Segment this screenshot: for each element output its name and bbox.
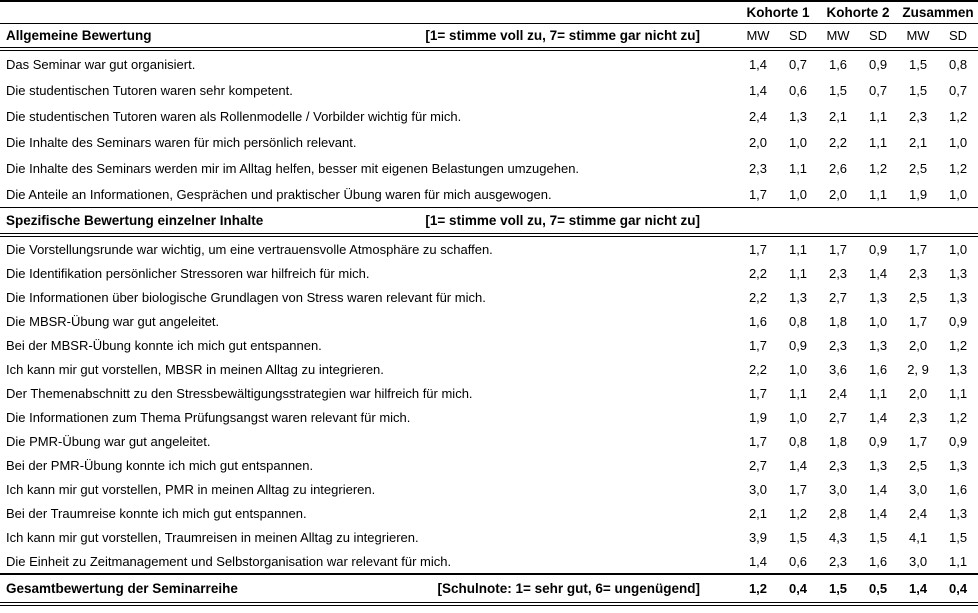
row-value: 2,4 [748, 108, 768, 124]
row-statement: Die Identifikation persönlicher Stressoren war hilfreich für mich. [6, 265, 370, 281]
row-value: 2,1 [748, 505, 768, 521]
row-value: 1,6 [868, 361, 888, 377]
row-value: 1,2 [868, 160, 888, 176]
row-value: 2,0 [748, 134, 768, 150]
row-value: 1,4 [868, 481, 888, 497]
row-value: 2,1 [828, 108, 848, 124]
table-row [0, 261, 978, 285]
row-statement: Das Seminar war gut organisiert. [6, 56, 196, 72]
row-value: 1,7 [908, 433, 928, 449]
row-statement: Die Vorstellungsrunde war wichtig, um eine vertrauensvolle Atmosphäre zu schaffen. [6, 241, 493, 257]
row-statement: Die Inhalte des Seminars werden mir im Alltag helfen, besser mit eigenen Belastungen umzugehen. [6, 160, 580, 176]
overall-rating-title: Gesamtbewertung der Seminarreihe [6, 581, 238, 596]
row-value: 1,4 [868, 265, 888, 281]
row-value: 2,3 [828, 265, 848, 281]
row-value: 0,9 [868, 241, 888, 257]
row-value: 2,0 [908, 337, 928, 353]
subheader-sd-1: SD [778, 24, 818, 50]
row-value: 2,4 [908, 505, 928, 521]
row-value: 1,0 [788, 134, 808, 150]
section-2-header-empty-cells [738, 208, 978, 236]
row-value: 1,7 [828, 241, 848, 257]
row-value: 2,2 [748, 289, 768, 305]
row-value: 3,0 [828, 481, 848, 497]
table-row [0, 501, 978, 525]
overall-sd-kohorte-1: 0,4 [778, 574, 818, 604]
row-value: 2,5 [908, 160, 928, 176]
column-group-row [0, 1, 978, 24]
row-value: 2,4 [828, 385, 848, 401]
table-row [0, 453, 978, 477]
row-value: 0,7 [788, 56, 808, 72]
column-group-spacer [0, 1, 738, 24]
row-value: 3,0 [908, 481, 928, 497]
row-value: 1,1 [788, 265, 808, 281]
row-statement: Die Informationen über biologische Grundlagen von Stress waren relevant für mich. [6, 289, 486, 305]
row-value: 2,5 [908, 289, 928, 305]
column-group-kohorte-2: Kohorte 2 [818, 1, 898, 24]
table-row [0, 155, 978, 181]
row-statement: Die Anteile an Informationen, Gesprächen und praktischer Übung waren für mich ausgewogen. [0, 181, 738, 208]
row-value: 3,9 [748, 529, 768, 545]
row-value: 2,0 [818, 181, 858, 208]
row-value: 1,3 [788, 289, 808, 305]
row-value: 1,3 [868, 457, 888, 473]
row-value: 2,3 [908, 409, 928, 425]
row-value: 0,7 [948, 82, 968, 98]
row-value: 1,3 [948, 457, 968, 473]
row-value: 0,9 [868, 56, 888, 72]
row-value: 2,7 [828, 409, 848, 425]
row-value: 1,1 [858, 181, 898, 208]
column-group-zusammen: Zusammen [898, 1, 978, 24]
subheader-row [0, 24, 978, 50]
row-statement: Ich kann mir gut vorstellen, Traumreisen in meinen Alltag zu integrieren. [6, 529, 419, 545]
row-value: 1,2 [948, 409, 968, 425]
row-value: 0,9 [868, 433, 888, 449]
row-value: 1,3 [948, 265, 968, 281]
row-value: 1,3 [788, 108, 808, 124]
row-value: 1,7 [738, 181, 778, 208]
row-value: 1,7 [908, 313, 928, 329]
row-value: 1,1 [948, 385, 968, 401]
row-value: 1,5 [868, 529, 888, 545]
row-value: 1,5 [828, 82, 848, 98]
overall-rating-scale-note: [Schulnote: 1= sehr gut, 6= ungenügend] [437, 581, 700, 596]
row-value: 2,3 [908, 265, 928, 281]
table-row [0, 525, 978, 549]
row-value: 1,4 [748, 56, 768, 72]
row-statement: Die PMR-Übung war gut angeleitet. [6, 433, 211, 449]
row-statement: Die studentischen Tutoren waren als Rollenmodelle / Vorbilder wichtig für mich. [6, 108, 462, 124]
row-value: 1,1 [868, 134, 888, 150]
row-value: 0,8 [788, 433, 808, 449]
subheader-mw-2: MW [818, 24, 858, 50]
row-value: 1,2 [948, 337, 968, 353]
section-2-scale-note: [1= stimme voll zu, 7= stimme gar nicht zu] [425, 213, 700, 228]
row-value: 1,8 [828, 313, 848, 329]
row-value: 0,9 [948, 433, 968, 449]
section-1-scale-note: [1= stimme voll zu, 7= stimme gar nicht zu] [425, 28, 700, 43]
row-value: 1,0 [948, 241, 968, 257]
row-value: 1,9 [748, 409, 768, 425]
row-value: 2,2 [748, 265, 768, 281]
row-value: 2,6 [828, 160, 848, 176]
row-value: 2,3 [818, 549, 858, 574]
row-value: 1,3 [868, 337, 888, 353]
subheader-mw-3: MW [898, 24, 938, 50]
row-value: 1,7 [908, 241, 928, 257]
subheader-sd-2: SD [858, 24, 898, 50]
row-value: 1,5 [908, 82, 928, 98]
row-value: 1,4 [748, 82, 768, 98]
table-row [0, 333, 978, 357]
row-value: 3,6 [828, 361, 848, 377]
table-row [0, 357, 978, 381]
row-value: 1,0 [788, 409, 808, 425]
row-value: 1,1 [788, 385, 808, 401]
row-value: 1,3 [948, 361, 968, 377]
section-2-header [0, 208, 738, 236]
row-statement: Die Einheit zu Zeitmanagement und Selbstorganisation war relevant für mich. [0, 549, 738, 574]
overall-mw-kohorte-2: 1,5 [818, 574, 858, 604]
row-value: 1,4 [788, 457, 808, 473]
table-row [0, 235, 978, 261]
row-value: 2, 9 [907, 361, 929, 377]
subheader-sd-3: SD [938, 24, 978, 50]
subheader-mw-1: MW [738, 24, 778, 50]
row-statement: Die MBSR-Übung war gut angeleitet. [6, 313, 220, 329]
table-row [0, 477, 978, 501]
table-row [0, 77, 978, 103]
row-value: 2,3 [828, 337, 848, 353]
row-value: 1,2 [948, 108, 968, 124]
row-statement: Die studentischen Tutoren waren sehr kompetent. [6, 82, 293, 98]
row-value: 2,3 [828, 457, 848, 473]
row-value: 1,1 [788, 160, 808, 176]
overall-rating-header [0, 574, 738, 604]
row-value: 0,8 [948, 56, 968, 72]
table-row [0, 129, 978, 155]
table-row [0, 381, 978, 405]
row-statement: Bei der Traumreise konnte ich mich gut entspannen. [6, 505, 307, 521]
row-value: 1,3 [868, 289, 888, 305]
row-value: 0,9 [948, 313, 968, 329]
table-row [0, 181, 978, 208]
table-row [0, 549, 978, 574]
row-value: 1,1 [788, 241, 808, 257]
row-value: 1,5 [908, 56, 928, 72]
row-value: 1,6 [858, 549, 898, 574]
row-value: 2,2 [748, 361, 768, 377]
row-statement: Bei der MBSR-Übung konnte ich mich gut entspannen. [6, 337, 322, 353]
row-value: 2,5 [908, 457, 928, 473]
row-value: 1,2 [788, 505, 808, 521]
row-value: 4,3 [828, 529, 848, 545]
row-value: 1,0 [778, 181, 818, 208]
table-row [0, 49, 978, 77]
row-value: 1,0 [948, 134, 968, 150]
row-value: 1,0 [868, 313, 888, 329]
row-value: 1,6 [948, 481, 968, 497]
row-value: 0,6 [788, 82, 808, 98]
row-value: 1,4 [868, 409, 888, 425]
row-value: 0,8 [788, 313, 808, 329]
column-group-kohorte-1: Kohorte 1 [738, 1, 818, 24]
row-value: 2,3 [748, 160, 768, 176]
table-row [0, 429, 978, 453]
overall-mw-kohorte-1: 1,2 [738, 574, 778, 604]
row-value: 1,4 [868, 505, 888, 521]
row-value: 1,1 [868, 385, 888, 401]
row-value: 0,7 [868, 82, 888, 98]
overall-sd-zusammen: 0,4 [938, 574, 978, 604]
row-value: 1,2 [948, 160, 968, 176]
row-value: 2,2 [828, 134, 848, 150]
row-value: 1,6 [828, 56, 848, 72]
row-value: 2,8 [828, 505, 848, 521]
row-value: 1,7 [788, 481, 808, 497]
row-value: 1,8 [828, 433, 848, 449]
section-1-title: Allgemeine Bewertung [6, 28, 152, 43]
row-value: 1,7 [748, 433, 768, 449]
row-value: 2,7 [748, 457, 768, 473]
section-2-title: Spezifische Bewertung einzelner Inhalte [6, 213, 264, 228]
overall-mw-zusammen: 1,4 [898, 574, 938, 604]
row-value: 1,6 [748, 313, 768, 329]
overall-sd-kohorte-2: 0,5 [858, 574, 898, 604]
row-value: 1,7 [748, 241, 768, 257]
row-value: 2,3 [908, 108, 928, 124]
row-value: 2,0 [908, 385, 928, 401]
row-value: 1,1 [938, 549, 978, 574]
row-value: 1,7 [748, 337, 768, 353]
row-value: 4,1 [908, 529, 928, 545]
row-value: 2,7 [828, 289, 848, 305]
row-value: 1,5 [948, 529, 968, 545]
overall-rating-row [0, 574, 978, 604]
row-value: 1,7 [748, 385, 768, 401]
row-value: 3,0 [748, 481, 768, 497]
row-value: 1,0 [938, 181, 978, 208]
row-statement: Die Inhalte des Seminars waren für mich persönlich relevant. [6, 134, 357, 150]
table-row [0, 309, 978, 333]
row-value: 1,9 [898, 181, 938, 208]
row-value: 1,4 [738, 549, 778, 574]
row-statement: Ich kann mir gut vorstellen, PMR in meinen Alltag zu integrieren. [6, 481, 376, 497]
row-value: 1,5 [788, 529, 808, 545]
row-value: 2,1 [908, 134, 928, 150]
row-statement: Der Themenabschnitt zu den Stressbewältigungsstrategien war hilfreich für mich. [6, 385, 473, 401]
row-value: 1,1 [868, 108, 888, 124]
row-value: 0,9 [788, 337, 808, 353]
row-statement: Bei der PMR-Übung konnte ich mich gut entspannen. [6, 457, 314, 473]
table-row [0, 103, 978, 129]
row-value: 1,3 [948, 289, 968, 305]
row-statement: Die Informationen zum Thema Prüfungsangst waren relevant für mich. [6, 409, 411, 425]
row-value: 1,0 [788, 361, 808, 377]
section-1-header [0, 24, 738, 50]
section-2-header-row [0, 208, 978, 236]
row-value: 3,0 [898, 549, 938, 574]
table-row [0, 405, 978, 429]
row-statement: Ich kann mir gut vorstellen, MBSR in meinen Alltag zu integrieren. [6, 361, 384, 377]
row-value: 0,6 [778, 549, 818, 574]
row-value: 1,3 [948, 505, 968, 521]
table-row [0, 285, 978, 309]
